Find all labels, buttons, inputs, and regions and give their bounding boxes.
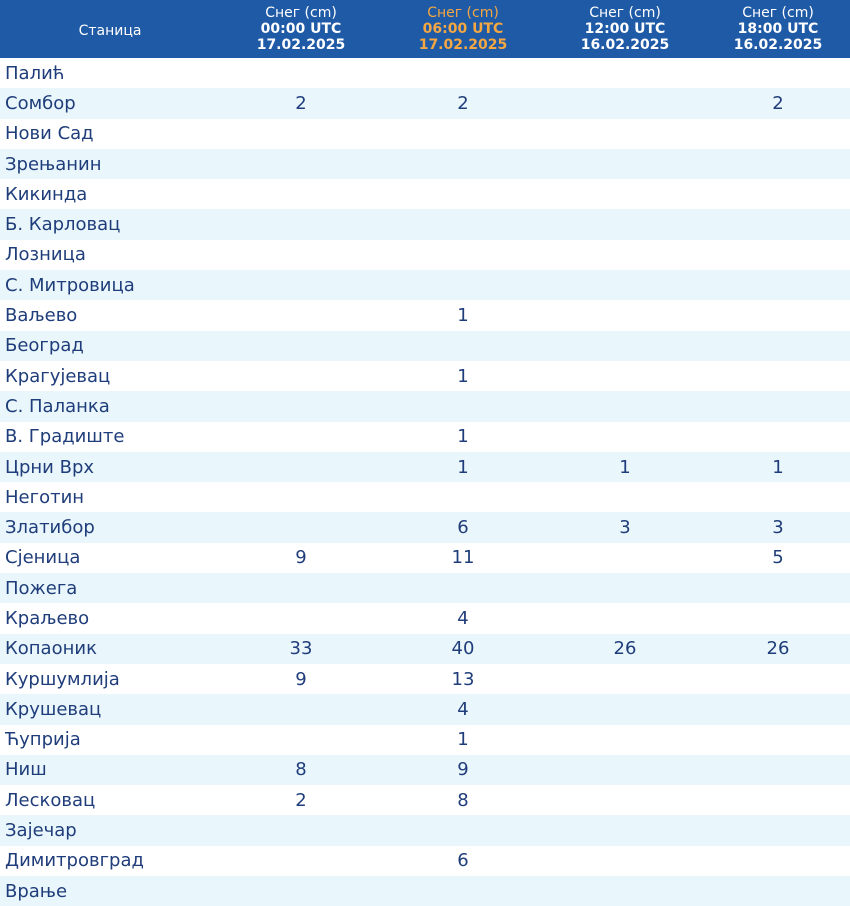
snow-value bbox=[220, 846, 382, 876]
snow-value bbox=[382, 58, 544, 88]
snow-value: 6 bbox=[457, 850, 469, 872]
snow-value: 2 bbox=[772, 92, 784, 114]
snow-value bbox=[706, 240, 850, 270]
snow-value bbox=[544, 846, 706, 876]
snow-value bbox=[382, 119, 544, 149]
snow-value bbox=[220, 361, 382, 391]
station-name: Куршумлија bbox=[5, 668, 120, 690]
table-row bbox=[0, 482, 850, 512]
snow-value bbox=[544, 543, 706, 573]
snow-value bbox=[544, 815, 706, 845]
snow-value bbox=[544, 240, 706, 270]
snow-value bbox=[220, 391, 382, 421]
station-column-header bbox=[0, 0, 220, 58]
table-row bbox=[0, 88, 850, 118]
station-name: Ниш bbox=[5, 759, 47, 781]
station-name: Ћуприја bbox=[5, 729, 81, 751]
station-name: Кикинда bbox=[5, 183, 88, 205]
snow-value bbox=[706, 300, 850, 330]
snow-value bbox=[706, 846, 850, 876]
snow-value bbox=[220, 482, 382, 512]
snow-value bbox=[706, 270, 850, 300]
table-row bbox=[0, 119, 850, 149]
snow-value bbox=[382, 149, 544, 179]
snow-value: 8 bbox=[295, 759, 307, 781]
table-row bbox=[0, 573, 850, 603]
station-name: С. Митровица bbox=[5, 274, 135, 296]
snow-value: 33 bbox=[289, 638, 313, 660]
snow-value bbox=[544, 331, 706, 361]
snow-value bbox=[220, 603, 382, 633]
snow-value bbox=[382, 573, 544, 603]
station-name: Београд bbox=[5, 335, 84, 357]
snow-value bbox=[544, 179, 706, 209]
table-row bbox=[0, 785, 850, 815]
snow-value bbox=[220, 119, 382, 149]
column-header-line3: 16.02.2025 bbox=[580, 37, 670, 53]
snow-value bbox=[706, 149, 850, 179]
table-row bbox=[0, 755, 850, 785]
column-header-0000-17022025[interactable] bbox=[220, 0, 382, 58]
snow-value bbox=[544, 391, 706, 421]
snow-value bbox=[220, 512, 382, 542]
table-row bbox=[0, 452, 850, 482]
snow-value bbox=[706, 694, 850, 724]
column-header-1800-16022025[interactable] bbox=[706, 0, 850, 58]
snow-value bbox=[220, 725, 382, 755]
table-row bbox=[0, 331, 850, 361]
snow-value: 9 bbox=[295, 668, 307, 690]
snow-value bbox=[220, 331, 382, 361]
snow-value bbox=[706, 482, 850, 512]
snow-value bbox=[220, 58, 382, 88]
station-column-label: Станица bbox=[78, 23, 142, 39]
snow-value bbox=[706, 331, 850, 361]
column-header-line3: 17.02.2025 bbox=[256, 37, 346, 53]
snow-value bbox=[220, 694, 382, 724]
column-header-line3: 17.02.2025 bbox=[418, 37, 508, 53]
snow-value bbox=[544, 694, 706, 724]
station-name: Копаоник bbox=[5, 638, 97, 660]
column-header-0600-17022025[interactable] bbox=[382, 0, 544, 58]
station-name: Сомбор bbox=[5, 92, 76, 114]
snow-value bbox=[544, 58, 706, 88]
station-name: С. Паланка bbox=[5, 395, 110, 417]
table-row bbox=[0, 58, 850, 88]
snow-value bbox=[706, 119, 850, 149]
snow-value bbox=[706, 422, 850, 452]
snow-value bbox=[544, 149, 706, 179]
snow-value: 4 bbox=[457, 698, 469, 720]
snow-value: 1 bbox=[619, 456, 631, 478]
snow-value bbox=[544, 725, 706, 755]
station-name: Нови Сад bbox=[5, 123, 94, 145]
snow-value: 1 bbox=[772, 456, 784, 478]
column-header-line1: Снег (cm) bbox=[589, 5, 661, 21]
station-name: Неготин bbox=[5, 486, 85, 508]
table-row bbox=[0, 694, 850, 724]
snow-value bbox=[382, 331, 544, 361]
snow-value bbox=[220, 270, 382, 300]
snow-value bbox=[220, 876, 382, 906]
snow-value: 2 bbox=[295, 92, 307, 114]
snow-value: 1 bbox=[457, 365, 469, 387]
snow-value: 26 bbox=[613, 638, 637, 660]
snow-value: 11 bbox=[451, 547, 475, 569]
station-name: Палић bbox=[5, 62, 65, 84]
snow-value: 40 bbox=[451, 638, 475, 660]
snow-value bbox=[220, 815, 382, 845]
station-name: Црни Врх bbox=[5, 456, 95, 478]
snow-value bbox=[544, 361, 706, 391]
snow-value bbox=[706, 664, 850, 694]
snow-value bbox=[706, 785, 850, 815]
station-name: Лесковац bbox=[5, 789, 96, 811]
snow-value bbox=[706, 361, 850, 391]
snow-value bbox=[544, 209, 706, 239]
column-header-line3: 16.02.2025 bbox=[733, 37, 823, 53]
table-row bbox=[0, 664, 850, 694]
station-name: Пожега bbox=[5, 577, 78, 599]
snow-value: 2 bbox=[457, 92, 469, 114]
table-row bbox=[0, 725, 850, 755]
column-header-line2: 00:00 UTC bbox=[260, 21, 342, 37]
header-row bbox=[0, 0, 850, 58]
table-row bbox=[0, 422, 850, 452]
snow-value bbox=[544, 876, 706, 906]
table-row bbox=[0, 240, 850, 270]
snow-value bbox=[220, 149, 382, 179]
snow-value bbox=[544, 785, 706, 815]
station-name: Ваљево bbox=[5, 305, 78, 327]
snow-value bbox=[220, 179, 382, 209]
column-header-1200-16022025[interactable] bbox=[544, 0, 706, 58]
station-name: Крагујевац bbox=[5, 365, 111, 387]
table-row bbox=[0, 634, 850, 664]
snow-value bbox=[220, 452, 382, 482]
station-name: Б. Карловац bbox=[5, 214, 121, 236]
snow-value bbox=[220, 300, 382, 330]
table-row bbox=[0, 512, 850, 542]
table-row bbox=[0, 270, 850, 300]
table-row bbox=[0, 300, 850, 330]
snow-value bbox=[382, 179, 544, 209]
snow-value bbox=[220, 240, 382, 270]
column-header-line1: Снег (cm) bbox=[742, 5, 814, 21]
snow-value: 26 bbox=[766, 638, 790, 660]
table-row bbox=[0, 209, 850, 239]
station-name: Сјеница bbox=[5, 547, 81, 569]
snow-value bbox=[544, 573, 706, 603]
snow-value bbox=[706, 573, 850, 603]
snow-value bbox=[220, 573, 382, 603]
column-header-line2: 06:00 UTC bbox=[422, 21, 504, 37]
snow-value bbox=[706, 179, 850, 209]
table-row bbox=[0, 815, 850, 845]
snow-value bbox=[544, 119, 706, 149]
snow-value bbox=[220, 209, 382, 239]
table-row bbox=[0, 846, 850, 876]
snow-value bbox=[544, 755, 706, 785]
station-name: Димитровград bbox=[5, 850, 144, 872]
snow-value bbox=[382, 391, 544, 421]
snow-value bbox=[220, 422, 382, 452]
snow-value bbox=[706, 391, 850, 421]
table-row bbox=[0, 391, 850, 421]
snow-value bbox=[706, 725, 850, 755]
table-header bbox=[0, 0, 850, 58]
station-name: Зајечар bbox=[5, 820, 77, 842]
table-row bbox=[0, 543, 850, 573]
column-header-line2: 12:00 UTC bbox=[584, 21, 666, 37]
snow-value: 5 bbox=[772, 547, 784, 569]
snow-value bbox=[544, 482, 706, 512]
snow-value bbox=[706, 815, 850, 845]
snow-value: 1 bbox=[457, 729, 469, 751]
snow-value bbox=[706, 209, 850, 239]
snow-value: 9 bbox=[295, 547, 307, 569]
snow-value bbox=[706, 876, 850, 906]
station-name: Крушевац bbox=[5, 698, 102, 720]
station-name: Врање bbox=[5, 880, 68, 902]
station-name: Лозница bbox=[5, 244, 86, 266]
snow-value bbox=[706, 603, 850, 633]
snow-value: 9 bbox=[457, 759, 469, 781]
snow-value: 13 bbox=[451, 668, 475, 690]
snow-value bbox=[382, 815, 544, 845]
snow-value bbox=[382, 240, 544, 270]
station-name: В. Градиште bbox=[5, 426, 125, 448]
station-name: Златибор bbox=[5, 517, 95, 539]
snow-value: 8 bbox=[457, 789, 469, 811]
table-body bbox=[0, 58, 850, 906]
snow-value: 1 bbox=[457, 305, 469, 327]
snow-value bbox=[382, 209, 544, 239]
table-row bbox=[0, 603, 850, 633]
station-name: Краљево bbox=[5, 607, 90, 629]
column-header-line2: 18:00 UTC bbox=[737, 21, 819, 37]
snow-value bbox=[544, 88, 706, 118]
table-row bbox=[0, 179, 850, 209]
table-row bbox=[0, 361, 850, 391]
snow-value bbox=[706, 755, 850, 785]
table-row bbox=[0, 149, 850, 179]
snow-value bbox=[544, 270, 706, 300]
snow-value: 3 bbox=[772, 517, 784, 539]
snow-value bbox=[544, 603, 706, 633]
snow-value: 1 bbox=[457, 426, 469, 448]
snow-value bbox=[382, 876, 544, 906]
station-name: Зрењанин bbox=[5, 153, 102, 175]
snow-value: 1 bbox=[457, 456, 469, 478]
snow-value: 4 bbox=[457, 607, 469, 629]
snow-value bbox=[544, 664, 706, 694]
snow-value bbox=[706, 58, 850, 88]
snow-value bbox=[382, 270, 544, 300]
snow-value bbox=[544, 422, 706, 452]
snow-value: 3 bbox=[619, 517, 631, 539]
snow-value: 2 bbox=[295, 789, 307, 811]
table-row bbox=[0, 876, 850, 906]
snow-value bbox=[544, 300, 706, 330]
column-header-line1: Снег (cm) bbox=[427, 5, 499, 21]
snow-value: 6 bbox=[457, 517, 469, 539]
snow-value bbox=[382, 482, 544, 512]
column-header-line1: Снег (cm) bbox=[265, 5, 337, 21]
